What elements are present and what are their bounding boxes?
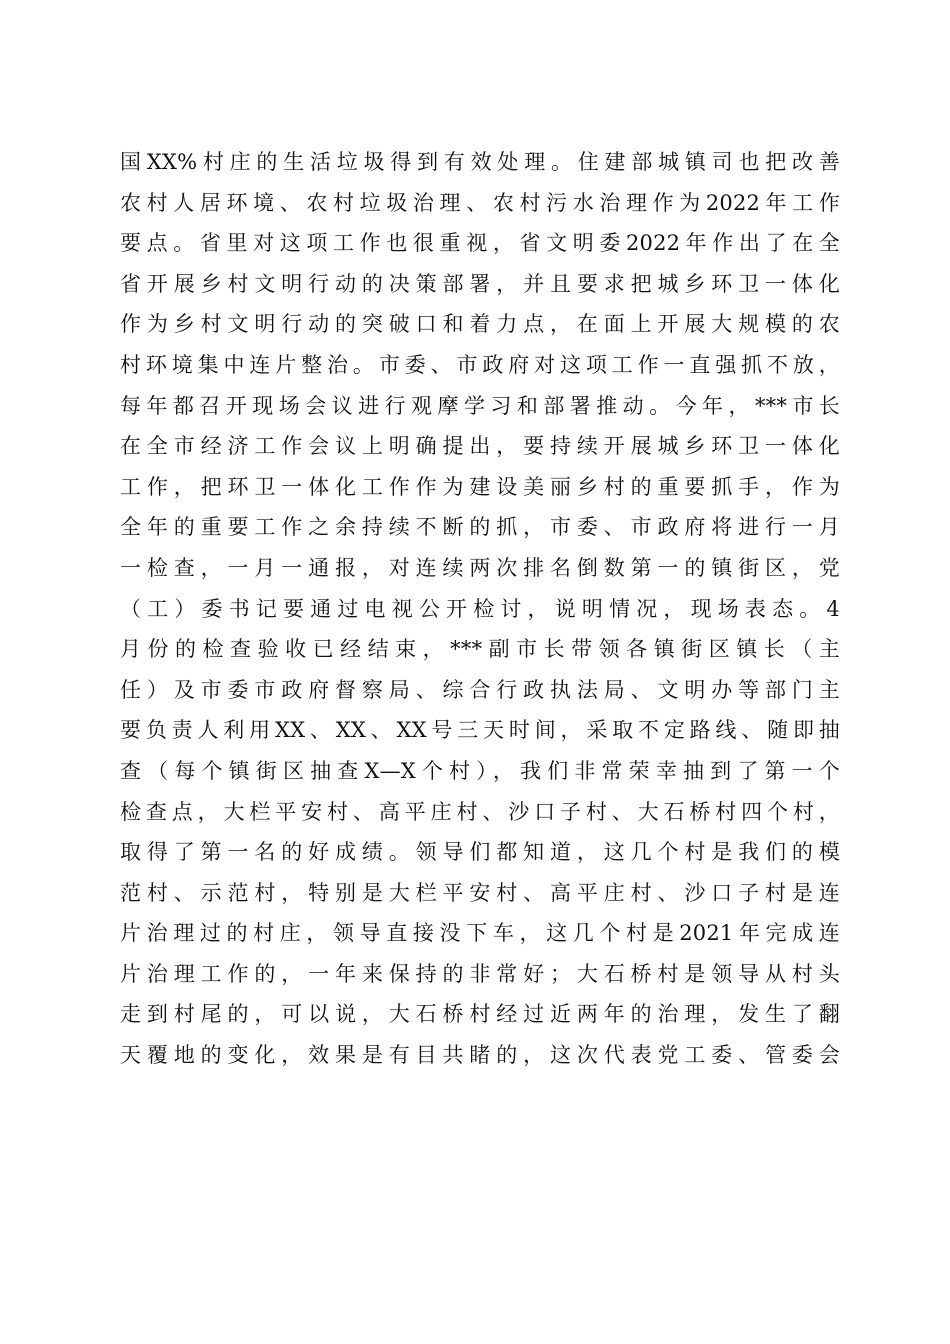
text-line-21: 片治理工作的，一年来保持的非常好；大石桥村是领导从村头 — [120, 961, 840, 986]
body-text — [120, 142, 840, 1076]
text-line-6: 村环境集中连片整治。市委、市政府对这项工作一直强抓不放， — [120, 352, 840, 377]
text-line-16: 查（每个镇街区抽查X—X个村），我们非常荣幸抽到了第一个 — [120, 758, 840, 783]
text-line-3: 要点。省里对这项工作也很重视，省文明委2022年作出了在全 — [120, 231, 840, 256]
text-line-7: 每年都召开现场会议进行观摩学习和部署推动。今年，***市长 — [120, 393, 840, 418]
text-line-17: 检查点，大栏平安村、高平庄村、沙口子村、大石桥村四个村， — [120, 799, 840, 824]
text-line-18: 取得了第一名的好成绩。领导们都知道，这几个村是我们的模 — [120, 840, 840, 865]
text-line-8: 在全市经济工作会议上明确提出，要持续开展城乡环卫一体化 — [120, 434, 840, 459]
text-line-12: （工）委书记要通过电视公开检讨，说明情况，现场表态。4 — [120, 596, 840, 621]
text-line-13: 月份的检查验收已经结束，***副市长带领各镇街区镇长（主 — [120, 637, 840, 662]
text-line-11: 一检查，一月一通报，对连续两次排名倒数第一的镇街区，党 — [120, 555, 840, 580]
text-line-5: 作为乡村文明行动的突破口和着力点，在面上开展大规模的农 — [120, 312, 840, 337]
text-line-23: 天覆地的变化，效果是有目共睹的，这次代表党工委、管委会 — [120, 1043, 840, 1068]
text-line-4: 省开展乡村文明行动的决策部署，并且要求把城乡环卫一体化 — [120, 271, 840, 296]
text-line-14: 任）及市委市政府督察局、综合行政执法局、文明办等部门主 — [120, 677, 840, 702]
text-line-15: 要负责人利用XX、XX、XX号三天时间，采取不定路线、随即抽 — [120, 718, 840, 743]
text-line-1: 国XX%村庄的生活垃圾得到有效处理。住建部城镇司也把改善 — [120, 150, 840, 174]
text-line-22: 走到村尾的，可以说，大石桥村经过近两年的治理，发生了翻 — [120, 1002, 840, 1027]
text-line-19: 范村、示范村，特别是大栏平安村、高平庄村、沙口子村是连 — [120, 880, 840, 905]
text-line-9: 工作，把环卫一体化工作作为建设美丽乡村的重要抓手，作为 — [120, 474, 840, 499]
text-line-10: 全年的重要工作之余持续不断的抓，市委、市政府将进行一月 — [120, 515, 840, 540]
text-line-20: 片治理过的村庄，领导直接没下车，这几个村是2021年完成连 — [120, 921, 840, 946]
text-line-2: 农村人居环境、农村垃圾治理、农村污水治理作为2022年工作 — [120, 190, 840, 215]
